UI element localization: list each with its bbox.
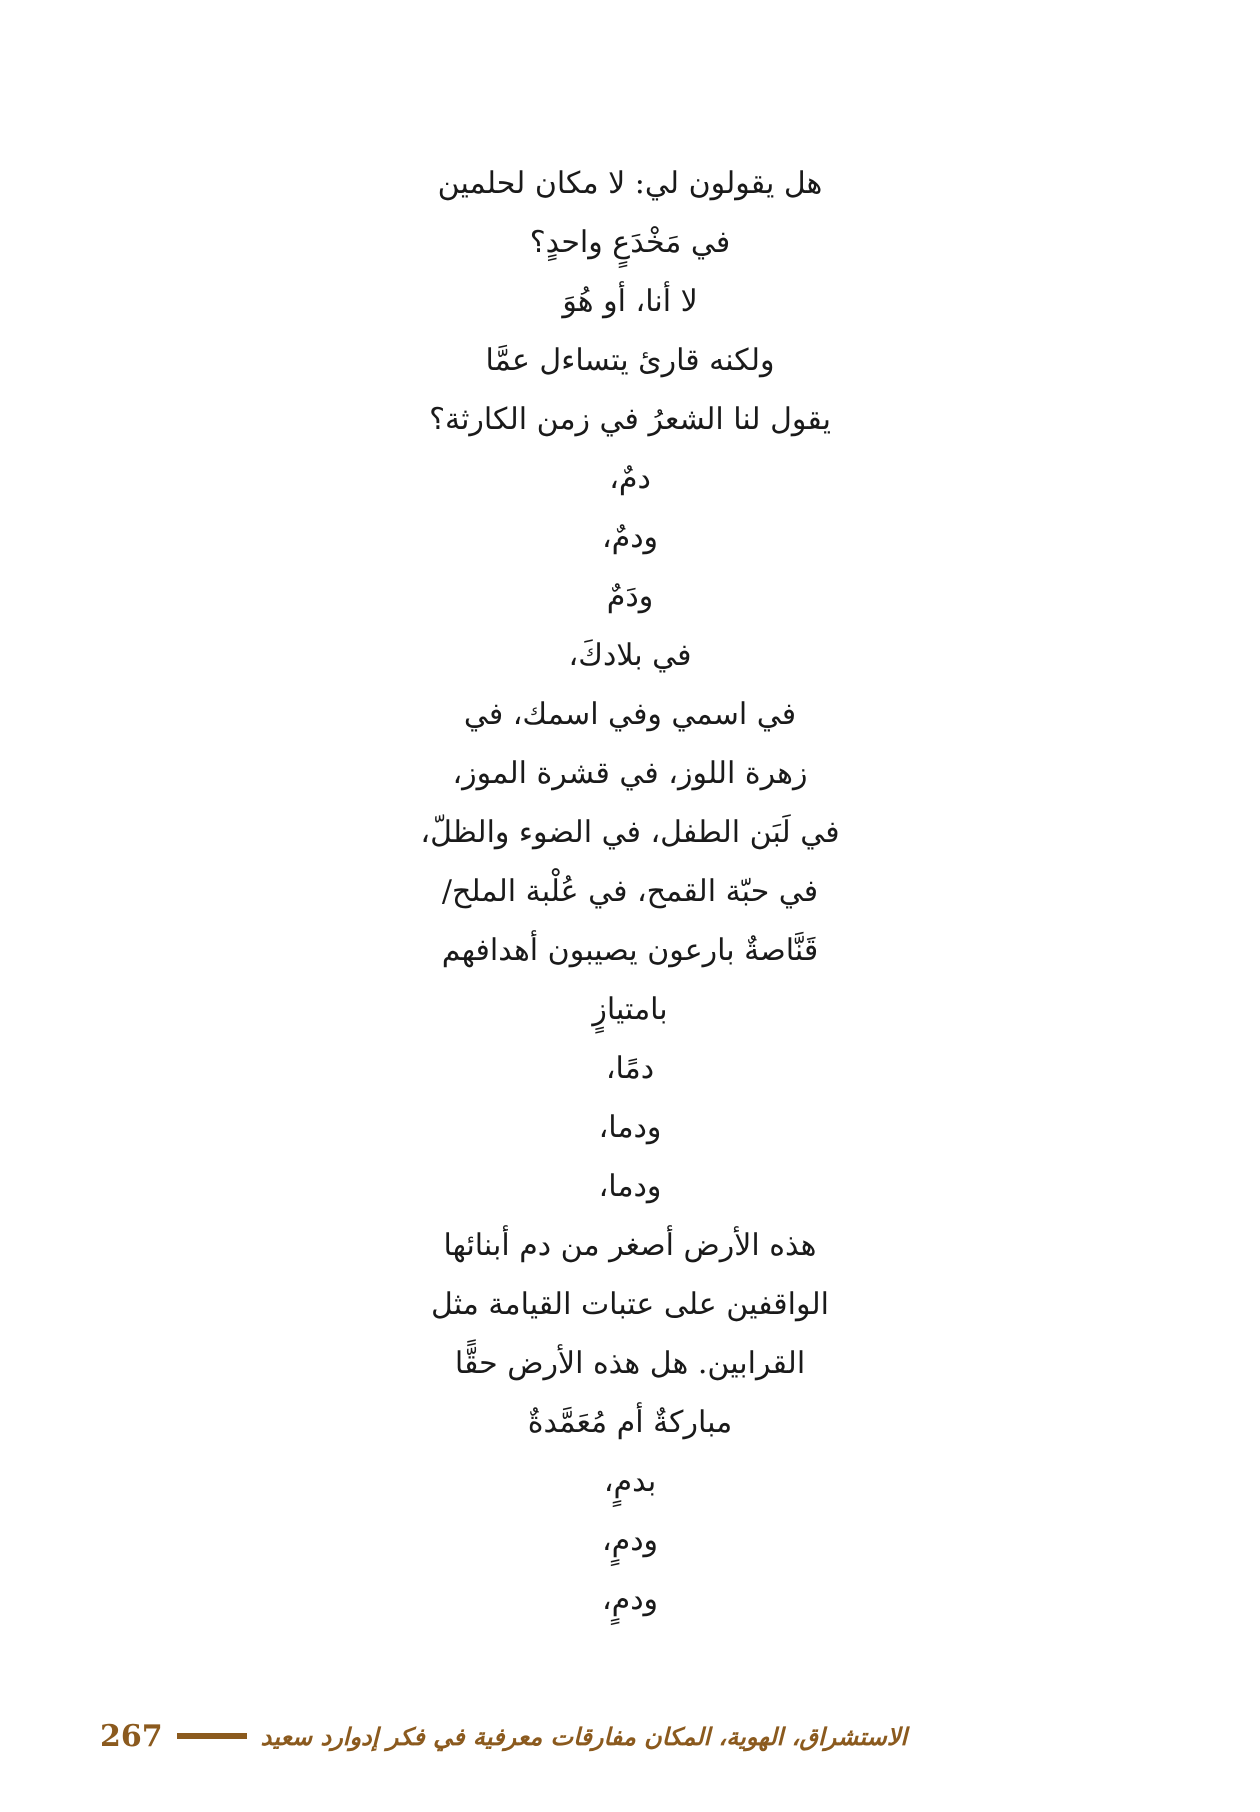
poem-line-23: بدمٍ، xyxy=(603,1464,657,1499)
page-footer xyxy=(100,1716,920,1756)
poem-line-7: ودمٌ، xyxy=(601,520,659,555)
poem-line-17: ودما، xyxy=(598,1110,662,1145)
poem-line-8: ودَمٌ xyxy=(606,579,654,614)
running-title: الاستشراق، الهوية، المكان مفارقات معرفية في فكر إدوارد سعيد xyxy=(260,1721,908,1751)
poem-line-10: في اسمي وفي اسمك، في xyxy=(463,697,797,732)
poem-line-12: في لَبَن الطفل، في الضوء والظلّ، xyxy=(420,815,840,850)
poem-line-20: الواقفين على عتبات القيامة مثل xyxy=(431,1287,829,1322)
poem-line-1: هل يقولون لي: لا مكان لحلمين xyxy=(437,166,823,201)
poem-line-4: ولكنه قارئ يتساءل عمَّا xyxy=(485,343,775,378)
footer-divider-bar xyxy=(177,1733,247,1739)
poem-line-9: في بلادكَ، xyxy=(568,638,692,673)
poem xyxy=(0,154,1260,1629)
poem-line-13: في حبّة القمح، في عُلْبة الملح/ xyxy=(441,874,819,909)
poem-line-2: في مَخْدَعٍ واحدٍ؟ xyxy=(529,225,731,260)
poem-line-3: لا أنا، أو هُوَ xyxy=(562,284,698,319)
poem-line-21: القرابين. هل هذه الأرض حقًّا xyxy=(454,1346,806,1381)
poem-line-16: دمًا، xyxy=(605,1051,655,1086)
poem-line-22: مباركةٌ أم مُعَمَّدةٌ xyxy=(527,1405,733,1440)
poem-line-6: دمٌ، xyxy=(609,461,651,496)
poem-line-18: ودما، xyxy=(598,1169,662,1204)
poem-line-5: يقول لنا الشعرُ في زمن الكارثة؟ xyxy=(429,402,831,437)
poem-line-25: ودمٍ، xyxy=(601,1582,659,1617)
page-number: 267 xyxy=(100,1718,163,1754)
poem-line-14: قَنَّاصةٌ بارعون يصيبون أهدافهم xyxy=(441,933,819,968)
poem-line-11: زهرة اللوز، في قشرة الموز، xyxy=(452,756,808,791)
poem-line-24: ودمٍ، xyxy=(601,1523,659,1558)
poem-line-19: هذه الأرض أصغر من دم أبنائها xyxy=(443,1228,817,1263)
poem-line-15: بامتيازٍ xyxy=(592,992,668,1027)
